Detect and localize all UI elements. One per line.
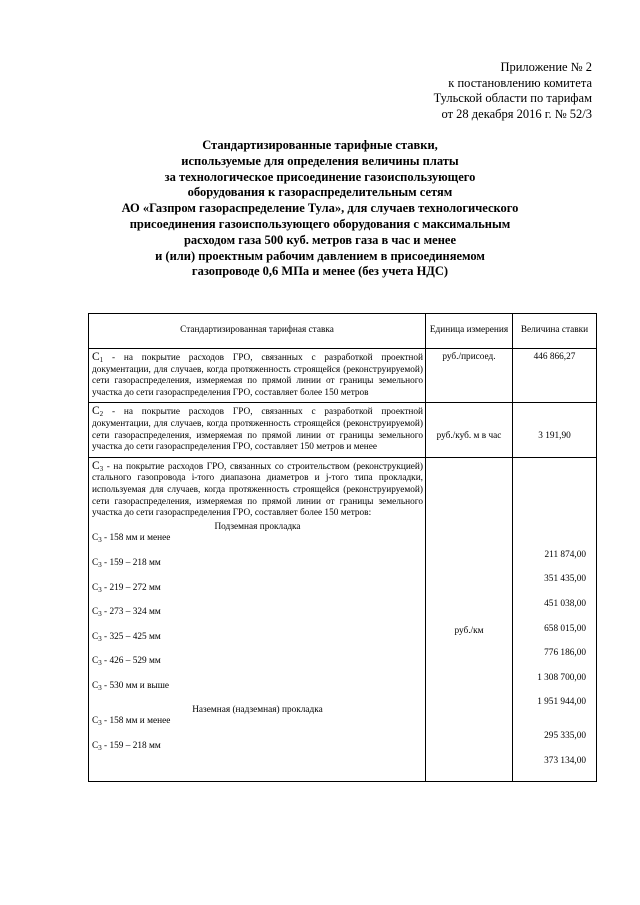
rate-unit: руб./км: [426, 457, 513, 781]
appendix-line: Приложение № 2: [500, 60, 592, 74]
title-line: и (или) проектным рабочим давлением в присоединяемом: [155, 248, 485, 263]
header-unit: Единица измерения: [426, 314, 513, 349]
table-row: [89, 457, 597, 781]
rate-value: 451 038,00: [544, 598, 586, 609]
underground-item: $С_3 - 219 - 272$ мм: [92, 582, 161, 594]
underground-item: $С_3 - 159 - 218$ мм: [92, 557, 161, 569]
rate-text: - на покрытие расходов ГРО, связанных с разработкой проектной документации, для случаев, когда протяженность строящейся (реконструируемой) сети газораспределения, измеряемая по прямой линии от границы земельного участка до сети газораспределения ГРО, составляет 150 метров и менее: [92, 407, 423, 453]
overground-item: $С_3 - 158$ мм и менее: [92, 716, 171, 728]
title-line: за технологическое присоединение газоиспользующего: [164, 169, 476, 184]
document-title: [100, 138, 540, 280]
table-row: [89, 349, 597, 403]
underground-title: Подземная прокладка: [214, 521, 301, 532]
rate-symbol: С: [92, 405, 100, 418]
underground-item: $С_3 - 158$ мм и менее: [92, 533, 171, 545]
header-value: Величина ставки: [513, 314, 597, 349]
rate-description: [89, 349, 426, 403]
rate-description: [89, 403, 426, 457]
rate-symbol: С: [92, 459, 100, 472]
rate-symbol: С: [92, 351, 100, 363]
appendix-line: от 28 декабря 2016 г. № 52/3: [441, 106, 592, 121]
underground-item: $С_3 - 426 - 529$ мм: [92, 656, 161, 668]
rate-value: 446 866,27: [513, 349, 597, 403]
appendix-line: к постановлению комитета: [448, 75, 592, 90]
rate-value: 1 308 700,00: [537, 672, 586, 683]
overground-title: Наземная (надземная) прокладка: [192, 704, 323, 715]
rate-value: 658 015,00: [544, 623, 586, 634]
title-line: присоединения газоиспользующего оборудования с максимальным: [129, 216, 511, 231]
tariff-table: [88, 313, 597, 782]
appendix-line: Тульской области по тарифам: [433, 91, 592, 105]
title-line: используемые для определения величины платы: [181, 153, 459, 168]
title-line: АО «Газпром газораспределение Тула», для случаев технологического: [121, 201, 519, 216]
appendix-block: [434, 60, 592, 122]
overground-item: $С_3 - 159 - 218$ мм: [92, 741, 161, 753]
rate-text: - на покрытие расходов ГРО, связанных с разработкой проектной документации, для случаев, когда протяженность строящейся (реконструируемой) сети газораспределения, измеряемая по прямой линии от границы земельного участка до сети газораспределения ГРО, составляет более 150 метров: [92, 353, 423, 398]
rate-subscript: 2: [99, 410, 104, 419]
title-line: Стандартизированные тарифные ставки,: [202, 138, 438, 152]
rate-value: 3 191,90: [513, 403, 597, 457]
rate-unit: руб./куб. м в час: [426, 403, 513, 457]
rate-subscript: 3: [99, 464, 104, 473]
rate-value: 1 951 944,00: [537, 697, 586, 708]
title-line: газопроводе 0,6 МПа и менее (без учета НДС): [191, 264, 449, 279]
header-rate: Стандартизированная тарифная ставка: [89, 314, 426, 349]
underground-item: $С_3 - 325 - 425$ мм: [92, 631, 161, 643]
rate-value: 211 874,00: [544, 549, 586, 560]
rate-value: 776 186,00: [544, 648, 586, 659]
table-row: [89, 403, 597, 457]
rate-unit: руб./присоед.: [426, 349, 513, 403]
rate-value: 295 335,00: [544, 731, 586, 742]
rate-text: - на покрытие расходов ГРО, связанных со строительством (реконструкцией) стального газопровода i-того диапазона диаметров и j-того типа прокладки, используемая для случаев, когда протяженность строящейся (реконструируемой) сети газораспределения, измеряемая по прямой линии от границы земельного участка до сети газораспределения ГРО, составляет более 150 метров:: [92, 461, 423, 519]
underground-item: $С_3 - 530$ мм и выше: [92, 680, 170, 692]
rate-description: [89, 457, 426, 781]
rate-value: 373 134,00: [544, 755, 586, 766]
title-line: оборудования к газораспределительным сетям: [187, 185, 453, 200]
rate-subscript: 1: [99, 356, 104, 364]
rate-value: 351 435,00: [544, 574, 586, 585]
table-header-row: [89, 314, 597, 349]
underground-item: $С_3 - 273 - 324$ мм: [92, 607, 161, 619]
rate-values: [513, 457, 597, 781]
title-line: расходом газа 500 куб. метров газа в час и менее: [183, 232, 456, 247]
